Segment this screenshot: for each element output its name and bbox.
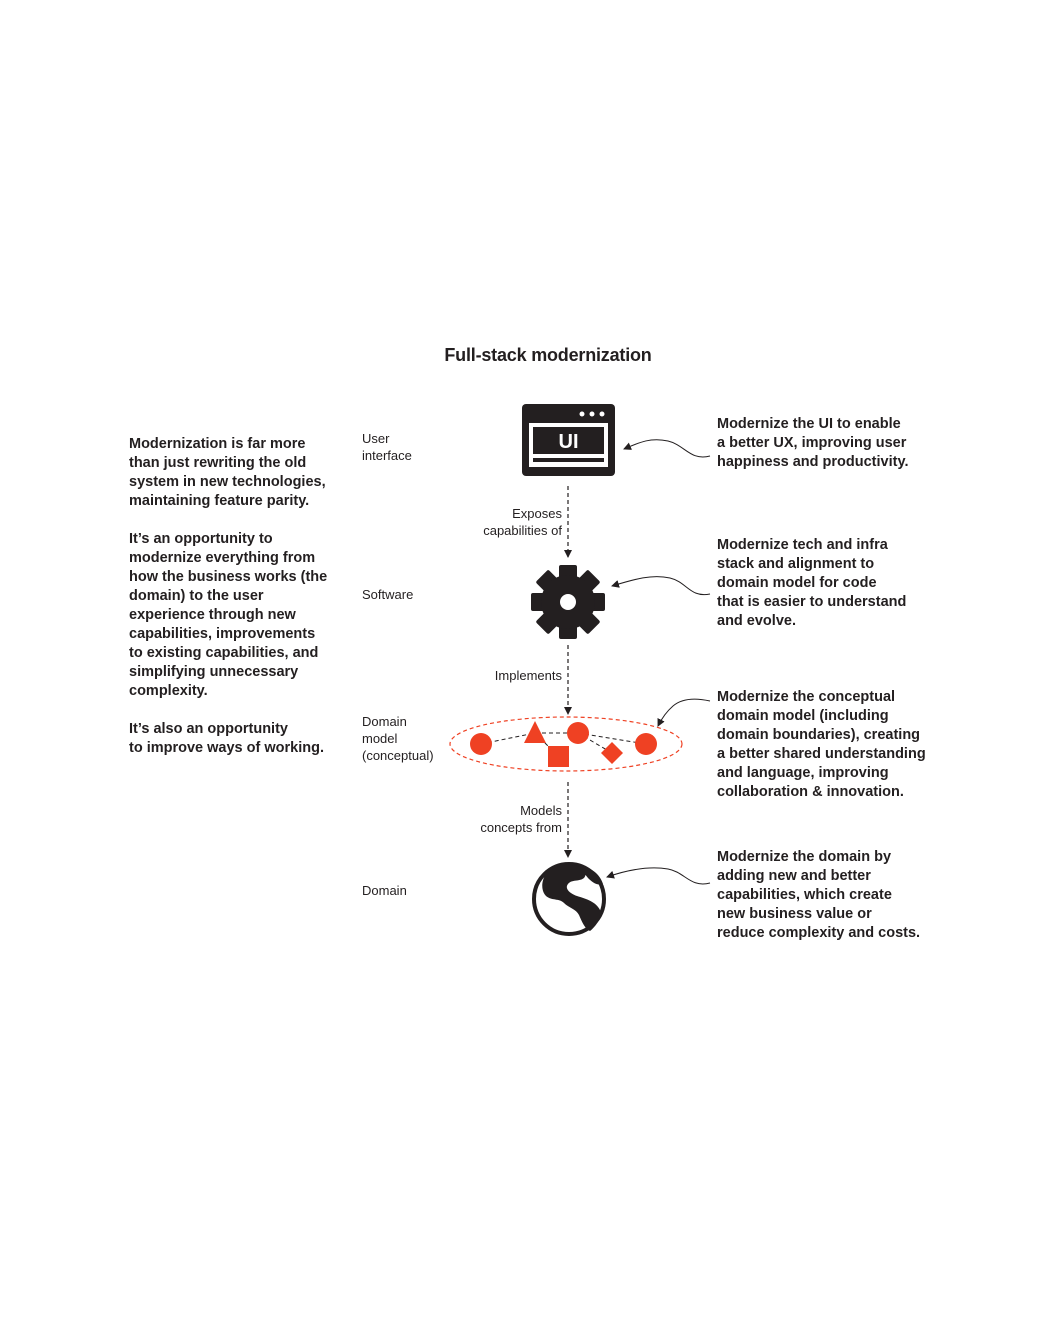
intro-paragraph-3: It’s also an opportunity to improve ways of working. [129,721,324,756]
note-domain: Modernize the domain by adding new and better capabilities, which create new business value or reduce complexity and costs. [717,849,921,941]
ui-window-label: UI [558,431,579,453]
intro-paragraph-2: It’s an opportunity to modernize everything from how the business works (the domain) to the user experience through new capabilities, improvements to existing capabilities, and simplifying unnecessary complexity. [129,531,328,699]
concept-circle [470,733,492,755]
layer-label-user-interface: User interface [362,431,412,463]
gear-icon [531,565,605,639]
concept-square [548,746,569,767]
pointer-arrow-domain [607,868,710,884]
ui-window-icon [522,404,615,476]
concept-triangle [524,721,546,743]
pointer-arrow-ui [624,440,710,457]
concept-circle [635,733,657,755]
concept-diamond [601,742,623,764]
intro-paragraph-1: Modernization is far more than just rewriting the old system in new technologies, maintaining feature parity. [129,436,326,509]
pointer-arrow-software [612,577,710,595]
globe-icon [534,864,604,934]
note-domain-model: Modernize the conceptual domain model (including domain boundaries), creating a better shared understanding and language, improving collaboration & innovation. [717,689,926,800]
note-ui: Modernize the UI to enable a better UX, improving user happiness and productivity. [717,416,909,470]
pointer-arrow-domain-model [658,699,710,726]
layer-label-domain: Domain [362,883,407,898]
layer-label-domain-model: Domain model (conceptual) [362,714,434,763]
connector-label-exposes: Exposes capabilities of [483,506,562,538]
page-title: Full-stack modernization [444,345,652,365]
connector-label-models: Models concepts from [480,803,562,835]
connector-label-implements: Implements [494,668,562,683]
note-software: Modernize tech and infra stack and alignment to domain model for code that is easier to understand and evolve. [717,537,907,629]
concept-circle [567,722,589,744]
domain-model-graphic [450,717,682,771]
layer-label-software: Software [362,587,414,602]
